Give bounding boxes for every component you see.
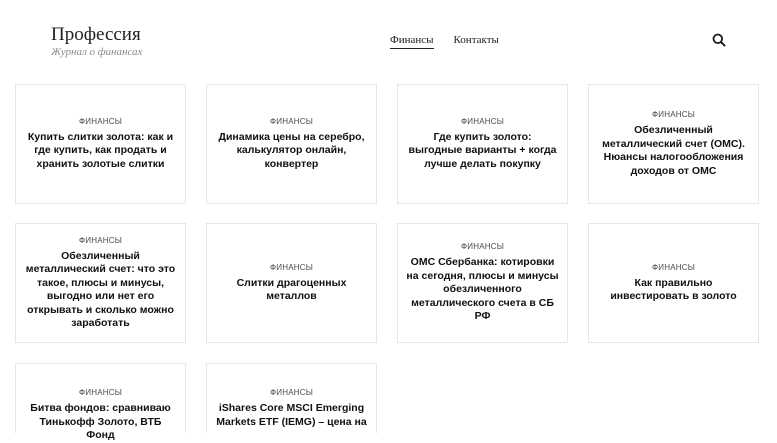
post-card[interactable] bbox=[15, 223, 186, 343]
post-category[interactable]: ФИНАНСЫ bbox=[270, 116, 313, 126]
post-card[interactable] bbox=[206, 84, 377, 204]
post-card[interactable] bbox=[15, 363, 186, 441]
post-title[interactable]: ОМС Сбербанка: котировки на сегодня, плюсы и минусы обезличенного металлического счета в СБ РФ bbox=[406, 256, 559, 323]
post-title[interactable]: Обезличенный металлический счет (ОМС). Нюансы налогообложения доходов от ОМС bbox=[602, 124, 745, 177]
search-button[interactable] bbox=[711, 32, 727, 48]
nav-item-contacts[interactable]: Контакты bbox=[453, 34, 499, 46]
post-category[interactable]: ФИНАНСЫ bbox=[270, 388, 313, 397]
post-title[interactable]: Слитки драгоценных металлов bbox=[236, 276, 347, 302]
logo-title[interactable]: Профессия bbox=[51, 24, 141, 45]
post-card[interactable] bbox=[588, 223, 759, 343]
post-category[interactable]: ФИНАНСЫ bbox=[79, 388, 122, 397]
post-title[interactable]: Обезличенный металлический счет: что это такое, плюсы и минусы, выгодно или нет его открывать и сколько можно заработать bbox=[25, 249, 176, 329]
post-title[interactable]: Динамика цены на серебро, калькулятор онлайн, конвертер bbox=[218, 130, 365, 170]
post-category[interactable]: ФИНАНСЫ bbox=[652, 110, 695, 119]
post-card[interactable] bbox=[397, 223, 568, 343]
post-title[interactable]: Как правильно инвестировать в золото bbox=[610, 276, 737, 302]
post-card[interactable] bbox=[15, 84, 186, 204]
post-card[interactable] bbox=[588, 84, 759, 204]
post-category[interactable]: ФИНАНСЫ bbox=[461, 242, 504, 252]
post-category[interactable]: ФИНАНСЫ bbox=[79, 235, 122, 245]
post-category[interactable]: ФИНАНСЫ bbox=[270, 262, 313, 272]
nav-item-finance[interactable]: Финансы bbox=[390, 34, 434, 49]
post-title[interactable]: Где купить золото: выгодные варианты + когда лучше делать покупку bbox=[408, 130, 557, 170]
post-category[interactable]: ФИНАНСЫ bbox=[461, 116, 504, 126]
logo-subtitle: Журнал о финансах bbox=[51, 46, 143, 58]
post-category[interactable]: ФИНАНСЫ bbox=[652, 262, 695, 272]
post-category[interactable]: ФИНАНСЫ bbox=[79, 116, 122, 126]
site-header bbox=[0, 0, 777, 80]
post-card[interactable] bbox=[206, 363, 377, 433]
post-title[interactable]: iShares Core MSCI Emerging Markets ETF (IEMG) – цена на bbox=[216, 402, 367, 428]
search-icon bbox=[712, 33, 726, 47]
post-card[interactable] bbox=[397, 84, 568, 204]
post-card[interactable] bbox=[206, 223, 377, 343]
main-nav bbox=[390, 34, 499, 49]
post-title[interactable]: Купить слитки золота: как и где купить, как продать и хранить золотые слитки bbox=[27, 130, 174, 170]
post-title[interactable]: Битва фондов: сравниваю Тинькофф Золото, ВТБ Фонд bbox=[30, 402, 171, 441]
site-logo[interactable] bbox=[51, 25, 142, 58]
